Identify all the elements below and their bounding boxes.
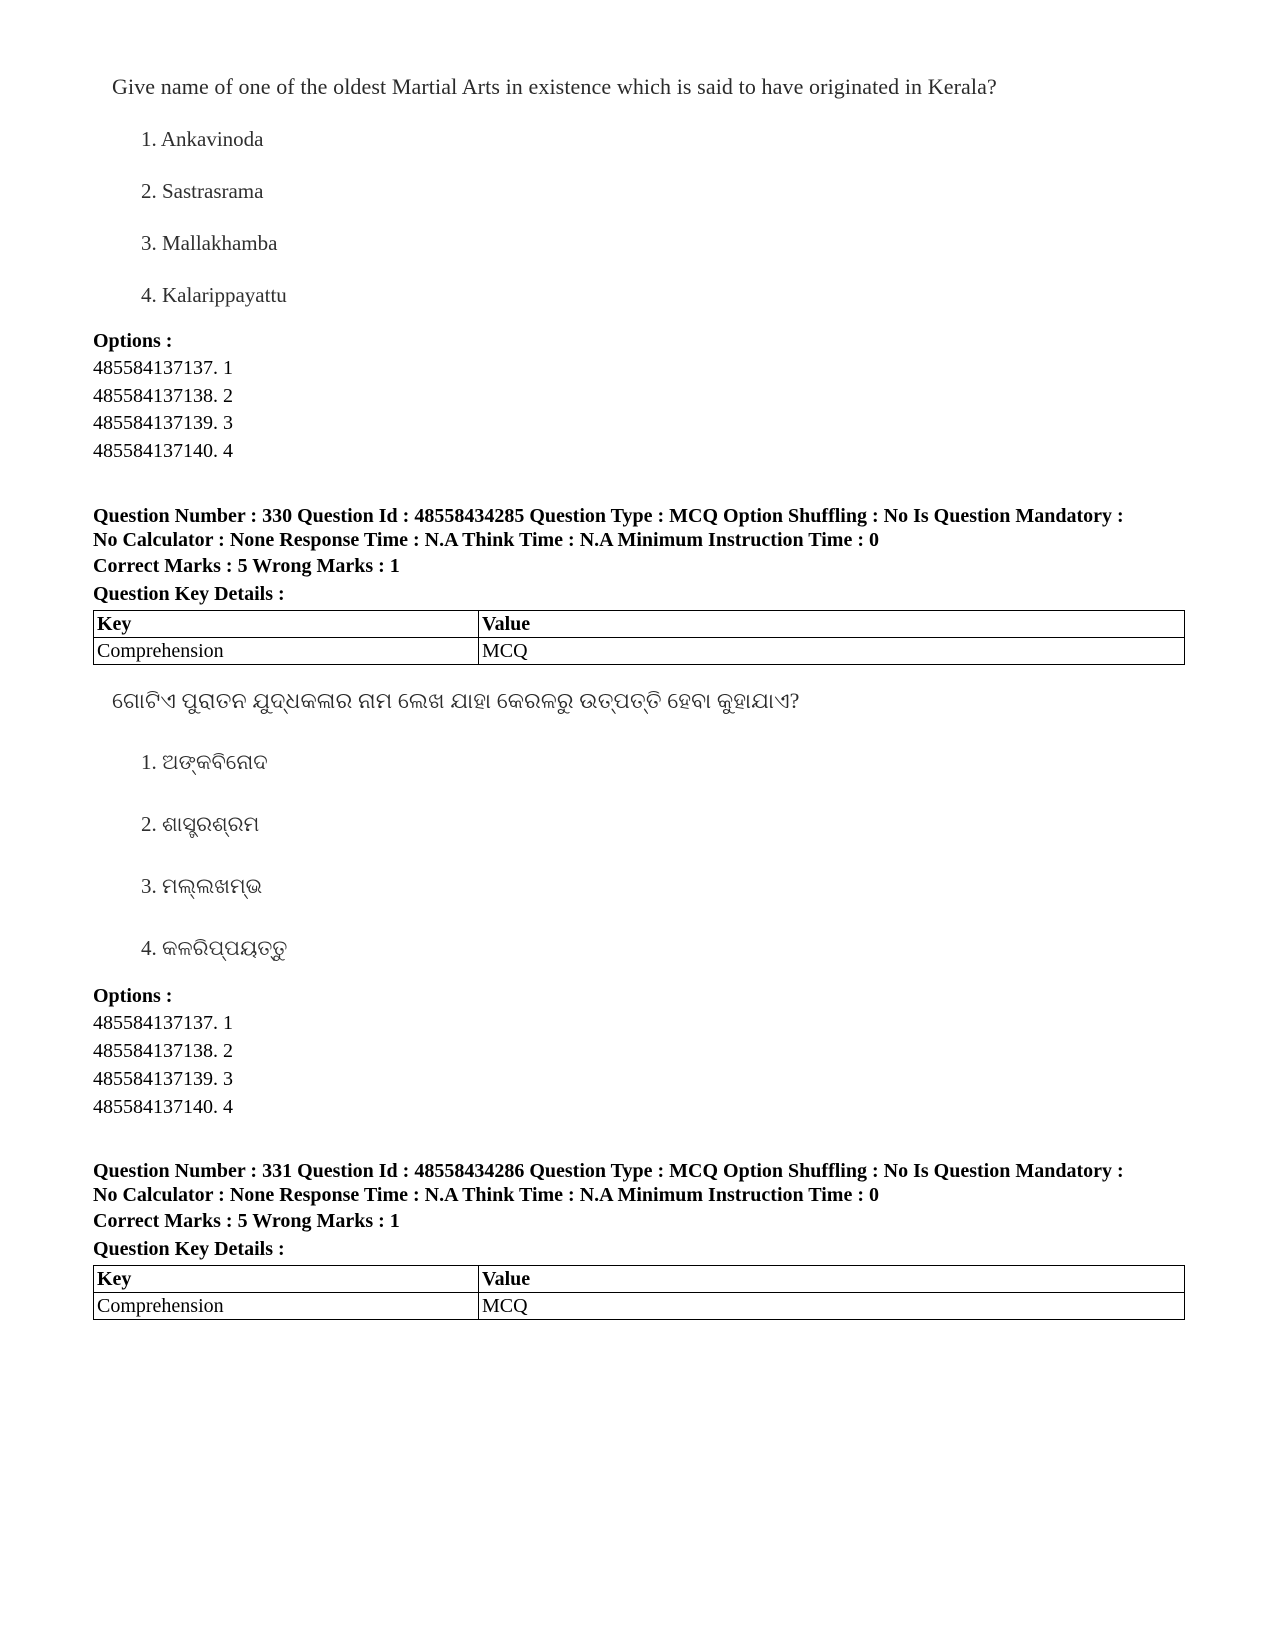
question-meta-line-1: Question Number : 330 Question Id : 48558434285 Question Type : MCQ Option Shuffling : No Is Question Mandatory : bbox=[93, 505, 1124, 527]
table-row bbox=[94, 638, 1185, 665]
table-header-value: Value bbox=[479, 611, 1185, 638]
question-meta-line-1: Question Number : 331 Question Id : 48558434286 Question Type : MCQ Option Shuffling : No Is Question Mandatory : bbox=[93, 1160, 1124, 1182]
question-meta bbox=[93, 1159, 1203, 1207]
table-header-row bbox=[94, 611, 1185, 638]
option-id-3: 485584137139. 3 bbox=[93, 412, 233, 434]
table-header-row bbox=[94, 1266, 1185, 1293]
table-header-value: Value bbox=[479, 1266, 1185, 1293]
option-id-3: 485584137139. 3 bbox=[93, 1068, 233, 1090]
choice-1-odia: 1. ଅଙ୍କବିନୋଦ bbox=[141, 750, 268, 774]
question-text-english: Give name of one of the oldest Martial Arts in existence which is said to have originated in Kerala? bbox=[112, 74, 997, 99]
choice-2: 2. Sastrasrama bbox=[141, 179, 264, 203]
option-id-2: 485584137138. 2 bbox=[93, 385, 233, 407]
key-details-table bbox=[93, 1265, 1185, 1320]
choice-4-odia: 4. କଳରିପ୍ପୟତ୍ତୁ bbox=[141, 936, 288, 960]
table-row bbox=[94, 1293, 1185, 1320]
table-cell-key: Comprehension bbox=[94, 1293, 479, 1320]
option-id-1: 485584137137. 1 bbox=[93, 357, 233, 379]
option-id-1: 485584137137. 1 bbox=[93, 1012, 233, 1034]
option-id-2: 485584137138. 2 bbox=[93, 1040, 233, 1062]
marks-line: Correct Marks : 5 Wrong Marks : 1 bbox=[93, 555, 400, 577]
question-meta-line-2: No Calculator : None Response Time : N.A Think Time : N.A Minimum Instruction Time : 0 bbox=[93, 529, 879, 551]
table-header-key: Key bbox=[94, 1266, 479, 1293]
key-details-table bbox=[93, 610, 1185, 665]
table-cell-value: MCQ bbox=[479, 1293, 1185, 1320]
option-id-4: 485584137140. 4 bbox=[93, 440, 233, 462]
question-meta bbox=[93, 504, 1203, 552]
key-details-heading: Question Key Details : bbox=[93, 1238, 285, 1260]
choice-2-odia: 2. ଶାସ୍ତ୍ରଶ୍ରମ bbox=[141, 812, 260, 836]
choice-1: 1. Ankavinoda bbox=[141, 127, 264, 151]
options-heading: Options : bbox=[93, 985, 173, 1007]
table-cell-key: Comprehension bbox=[94, 638, 479, 665]
choice-3-odia: 3. ମଲ୍ଲଖମ୍ଭ bbox=[141, 874, 263, 898]
table-header-key: Key bbox=[94, 611, 479, 638]
option-id-4: 485584137140. 4 bbox=[93, 1096, 233, 1118]
question-text-odia: ଗୋଟିଏ ପୁରାତନ ଯୁଦ୍ଧକଳାର ନାମ ଲେଖ ଯାହା କେରଳରୁ ଉତ୍ପତ୍ତି ହେବା କୁହାଯାଏ? bbox=[112, 688, 800, 713]
choice-3: 3. Mallakhamba bbox=[141, 231, 278, 255]
options-heading: Options : bbox=[93, 330, 173, 352]
choice-4: 4. Kalarippayattu bbox=[141, 283, 287, 307]
question-meta-line-2: No Calculator : None Response Time : N.A Think Time : N.A Minimum Instruction Time : 0 bbox=[93, 1184, 879, 1206]
table-cell-value: MCQ bbox=[479, 638, 1185, 665]
marks-line: Correct Marks : 5 Wrong Marks : 1 bbox=[93, 1210, 400, 1232]
key-details-heading: Question Key Details : bbox=[93, 583, 285, 605]
